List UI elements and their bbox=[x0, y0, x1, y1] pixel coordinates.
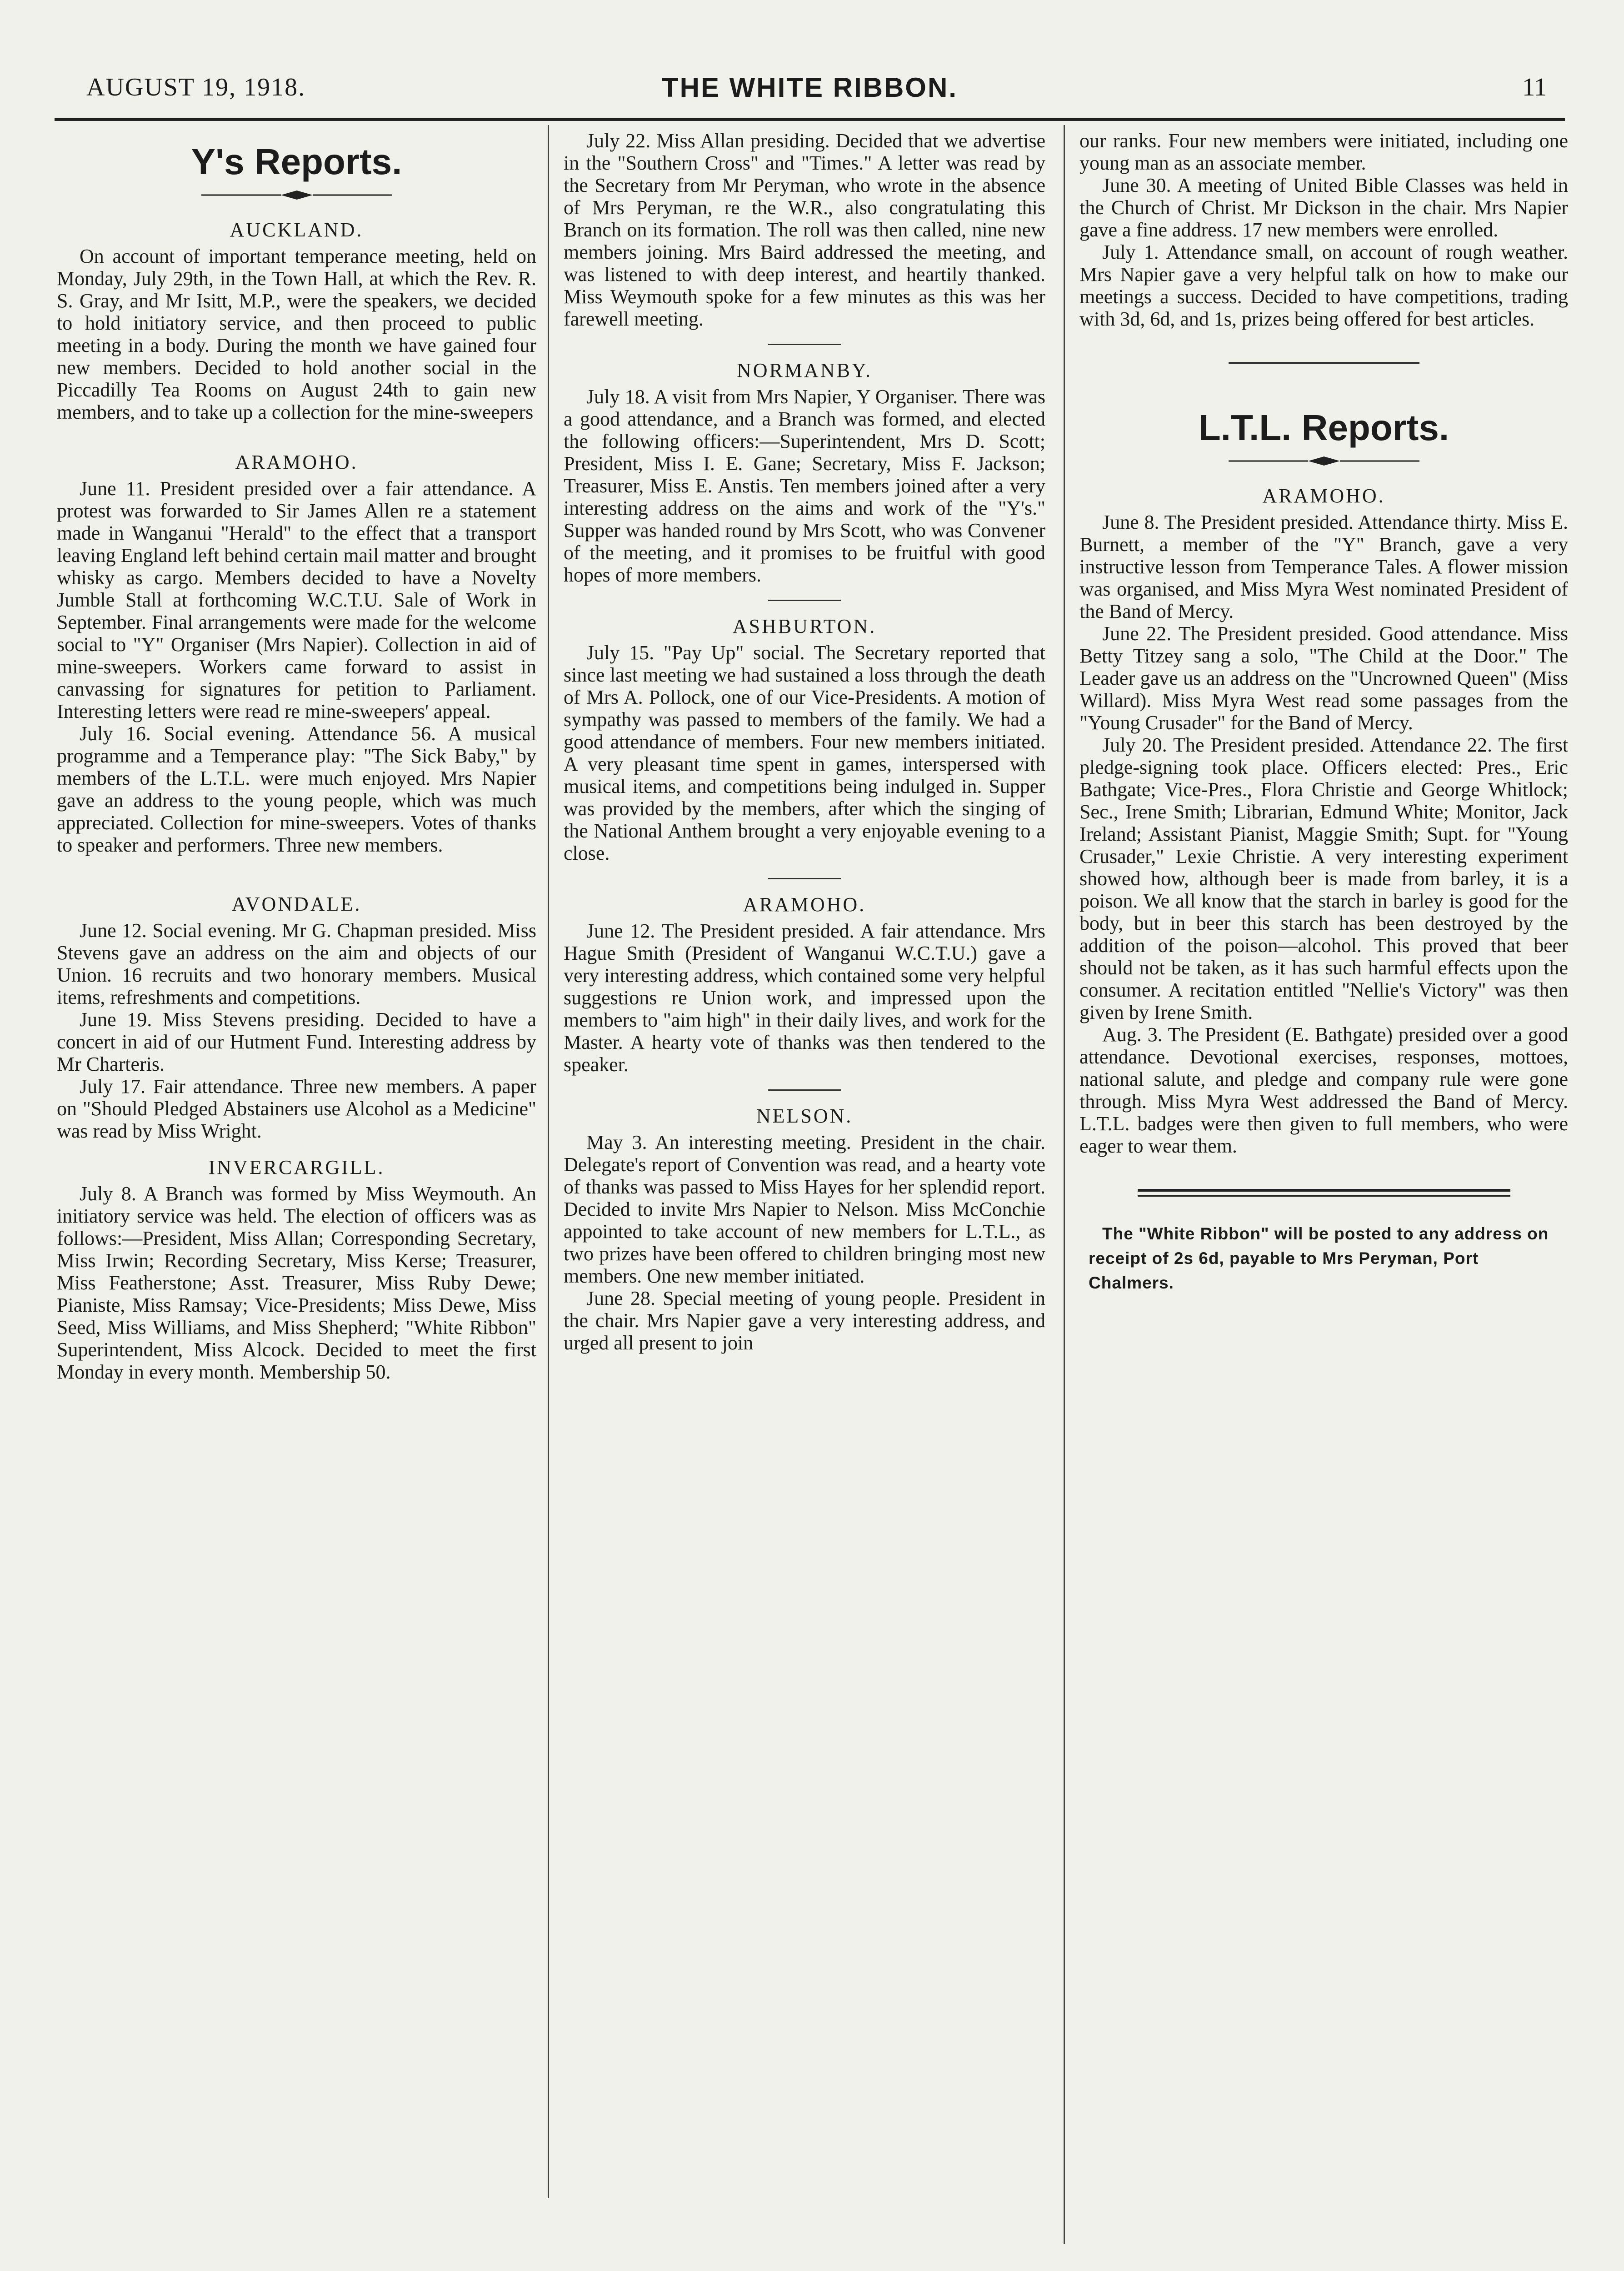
report-paragraph: Aug. 3. The President (E. Bathgate) presided over a good attendance. Devotional exercises, responses, mottoes, national salute, and pledge and company rule were gone through. Miss Myra West addressed the Band of Mercy. L.T.L. badges were then given to full members, who were eager to wear them. bbox=[1079, 1023, 1568, 1157]
issue-date: AUGUST 19, 1918. bbox=[86, 73, 306, 101]
section-rule bbox=[768, 600, 841, 601]
report-paragraph: June 22. The President presided. Good attendance. Miss Betty Titzey sang a solo, "The Child at the Door." The Leader gave us an address on the "Uncrowned Queen" (Miss Willard). Miss Myra West read some passages from the "Young Crusader" for the Band of Mercy. bbox=[1079, 622, 1568, 734]
column-divider-2 bbox=[1064, 125, 1065, 2244]
masthead bbox=[55, 68, 1565, 118]
section-title-auckland: AUCKLAND. bbox=[230, 219, 364, 241]
section-title-avondale: AVONDALE. bbox=[231, 893, 362, 915]
report-paragraph: On account of important temperance meeting, held on Monday, July 29th, in the Town Hall, at which the Rev. R. S. Gray, and Mr Isitt, M.P., were the speakers, we decided to hold initiatory service, and then proceed to public meeting in a body. During the month we have gained four new members. Decided to hold another social in the Piccadilly Tea Rooms on August 24th to gain new members, and to take up a collection for the mine-sweepers bbox=[57, 245, 536, 423]
column-3 bbox=[1079, 130, 1568, 1312]
section-rule bbox=[768, 878, 841, 879]
report-paragraph: May 3. An interesting meeting. President in the chair. Delegate's report of Convention was read, and a hearty vote of thanks was passed to Miss Hayes for her splendid report. Decided to invite Mrs Napier to Nelson. Miss McConchie appointed to take account of new members for L.T.L., as two prizes have been offered to children bringing most new members. One new member initiated. bbox=[564, 1131, 1045, 1287]
report-paragraph: July 20. The President presided. Attendance 22. The first pledge-signing took place. Officers elected: Pres., Eric Bathgate; Vice-Pres., Flora Christie and George Whitlock; Sec., Irene Smith; Librarian, Edmund White; Monitor, Jack Ireland; Assistant Pianist, Maggie Smith; Supt. for "Young Crusader," Lexie Christie. A very interesting experiment showed how, although beer is made from barley, it is a poison. We all know that the starch in barley is good for the body, but in beer this starch has been destroyed by the addition of the poison—alcohol. This proved that beer should not be taken, as it has such harmful effects upon the consumer. A recitation entitled "Nellie's Victory" was then given by Irene Smith. bbox=[1079, 734, 1568, 1023]
report-paragraph: June 12. Social evening. Mr G. Chapman presided. Miss Stevens gave an address on the aim and objects of our Union. 16 recruits and two honorary members. Musical items, refreshments and competitions. bbox=[57, 919, 536, 1008]
report-paragraph: June 28. Special meeting of young people. President in the chair. Mrs Napier gave a very interesting address, and urged all present to join bbox=[564, 1287, 1045, 1354]
report-paragraph: July 1. Attendance small, on account of rough weather. Mrs Napier gave a very helpful talk on how to make our meetings a success. Decided to have competitions, trading with 3d, 6d, and 1s, prizes being offered for best articles. bbox=[1079, 241, 1568, 330]
section-title-aramoho: ARAMOHO. bbox=[1262, 485, 1385, 507]
notice-rule bbox=[1138, 1189, 1510, 1197]
report-paragraph: July 8. A Branch was formed by Miss Weymouth. An initiatory service was held. The election of officers was as follows:—President, Miss Allan; Corresponding Secretary, Miss Irwin; Recording Secretary, Miss Kerse; Treasurer, Miss Featherstone; Asst. Treasurer, Miss Ruby Dewe; Pianiste, Miss Ramsay; Vice-Presidents; Miss Dewe, Miss Seed, Miss Williams, and Miss Shepherd; "White Ribbon" Superintendent, Miss Alcock. Decided to meet the first Monday in every month. Membership 50. bbox=[57, 1183, 536, 1383]
subscription-notice: The "White Ribbon" will be posted to any address on receipt of 2s 6d, payable to Mrs Peryman, Port Chalmers. bbox=[1089, 1224, 1549, 1292]
ltl-reports-heading: L.T.L. Reports. bbox=[1198, 407, 1449, 448]
column-2 bbox=[564, 130, 1045, 1354]
section-title-normanby: NORMANBY. bbox=[736, 359, 873, 381]
report-paragraph: June 11. President presided over a fair attendance. A protest was forwarded to Sir James Allen re a statement made in Wanganui "Herald" to the effect that a transport leaving England left behind certain mail matter and brought whisky as cargo. Members decided to have a Novelty Jumble Stall at forthcoming W.C.T.U. Sale of Work in September. Final arrangements were made for the welcome social to "Y" Organiser (Mrs Napier). Collection in aid of mine-sweepers. Workers came forward to assist in canvassing for signatures for petition to Parliament. Interesting letters were read re mine-sweepers' appeal. bbox=[57, 477, 536, 722]
section-title-aramoho: ARAMOHO. bbox=[235, 451, 358, 473]
report-paragraph: July 22. Miss Allan presiding. Decided that we advertise in the "Southern Cross" and "Times." A letter was read by the Secretary from Mr Peryman, who wrote in the absence of Mrs Peryman, re the W.R., also congratulating this Branch on its formation. The roll was then called, nine new members joining. Mrs Baird addressed the meeting, and was listened to with deep interest, and heartily thanked. Miss Weymouth spoke for a few minutes as this was her farewell meeting. bbox=[564, 130, 1045, 330]
section-rule bbox=[768, 1089, 841, 1091]
report-paragraph: July 16. Social evening. Attendance 56. A musical programme and a Temperance play: "The Sick Baby," by members of the L.T.L. were much enjoyed. Mrs Napier gave an address to the young people, which was much appreciated. Collection for mine-sweepers. Votes of thanks to speaker and performers. Three new members. bbox=[57, 722, 536, 856]
section-rule bbox=[1229, 362, 1419, 364]
report-paragraph: June 8. The President presided. Attendance thirty. Miss E. Burnett, a member of the "Y" Branch, gave a very instructive lesson from Temperance Tales. A flower mission was organised, and Miss Myra West nominated President of the Band of Mercy. bbox=[1079, 511, 1568, 622]
ys-reports-heading: Y's Reports. bbox=[191, 141, 402, 182]
ornament-divider-icon bbox=[57, 190, 536, 202]
report-paragraph: June 19. Miss Stevens presiding. Decided to have a concert in aid of our Hutment Fund. Interesting address by Mr Charteris. bbox=[57, 1008, 536, 1075]
section-title-nelson: NELSON. bbox=[756, 1105, 853, 1127]
column-divider-1 bbox=[548, 125, 549, 2198]
report-paragraph: July 17. Fair attendance. Three new members. A paper on "Should Pledged Abstainers use Alcohol as a Medicine" was read by Miss Wright. bbox=[57, 1075, 536, 1142]
column-1 bbox=[57, 130, 536, 1383]
report-paragraph: July 15. "Pay Up" social. The Secretary reported that since last meeting we had sustained a loss through the death of Mrs A. Pollock, one of our Vice-Presidents. A motion of sympathy was passed to members of the family. We had a good attendance of members. Four new members initiated. A very pleasant time spent in games, interspersed with musical items, and competitions being indulged in. Supper was provided by the members, after which the singing of the National Anthem brought a very enjoyable evening to a close. bbox=[564, 642, 1045, 864]
section-title-invercargill: INVERCARGILL. bbox=[208, 1156, 385, 1178]
masthead-rule bbox=[55, 118, 1565, 121]
section-rule bbox=[768, 344, 841, 345]
ornament-divider-icon bbox=[1079, 456, 1568, 468]
report-paragraph: June 12. The President presided. A fair attendance. Mrs Hague Smith (President of Wanganui W.C.T.U.) gave a very interesting address, which contained some very helpful suggestions re Union work, and impressed upon the members to "aim high" in their daily lives, and work for the Master. A hearty vote of thanks was then tendered to the speaker. bbox=[564, 920, 1045, 1076]
section-title-aramoho: ARAMOHO. bbox=[743, 893, 866, 916]
section-title-ashburton: ASHBURTON. bbox=[732, 615, 877, 637]
report-paragraph: July 18. A visit from Mrs Napier, Y Organiser. There was a good attendance, and a Branch was formed, and elected the following officers:—Superintendent, Mrs D. Scott; President, Miss I. E. Gane; Secretary, Miss F. Jackson; Treasurer, Miss E. Anstis. Ten members joined after a very interesting address on the aims and work of the "Y's." Supper was handed round by Mrs Scott, who was Convener of the meeting, and it promises to be fruitful with good hopes of more members. bbox=[564, 386, 1045, 586]
page-number: 11 bbox=[1522, 73, 1547, 101]
report-paragraph: June 30. A meeting of United Bible Classes was held in the Church of Christ. Mr Dickson in the chair. Mrs Napier gave a fine address. 17 new members were enrolled. bbox=[1079, 174, 1568, 241]
newspaper-title: THE WHITE RIBBON. bbox=[662, 72, 958, 103]
report-paragraph: our ranks. Four new members were initiated, including one young man as an associate member. bbox=[1079, 130, 1568, 174]
